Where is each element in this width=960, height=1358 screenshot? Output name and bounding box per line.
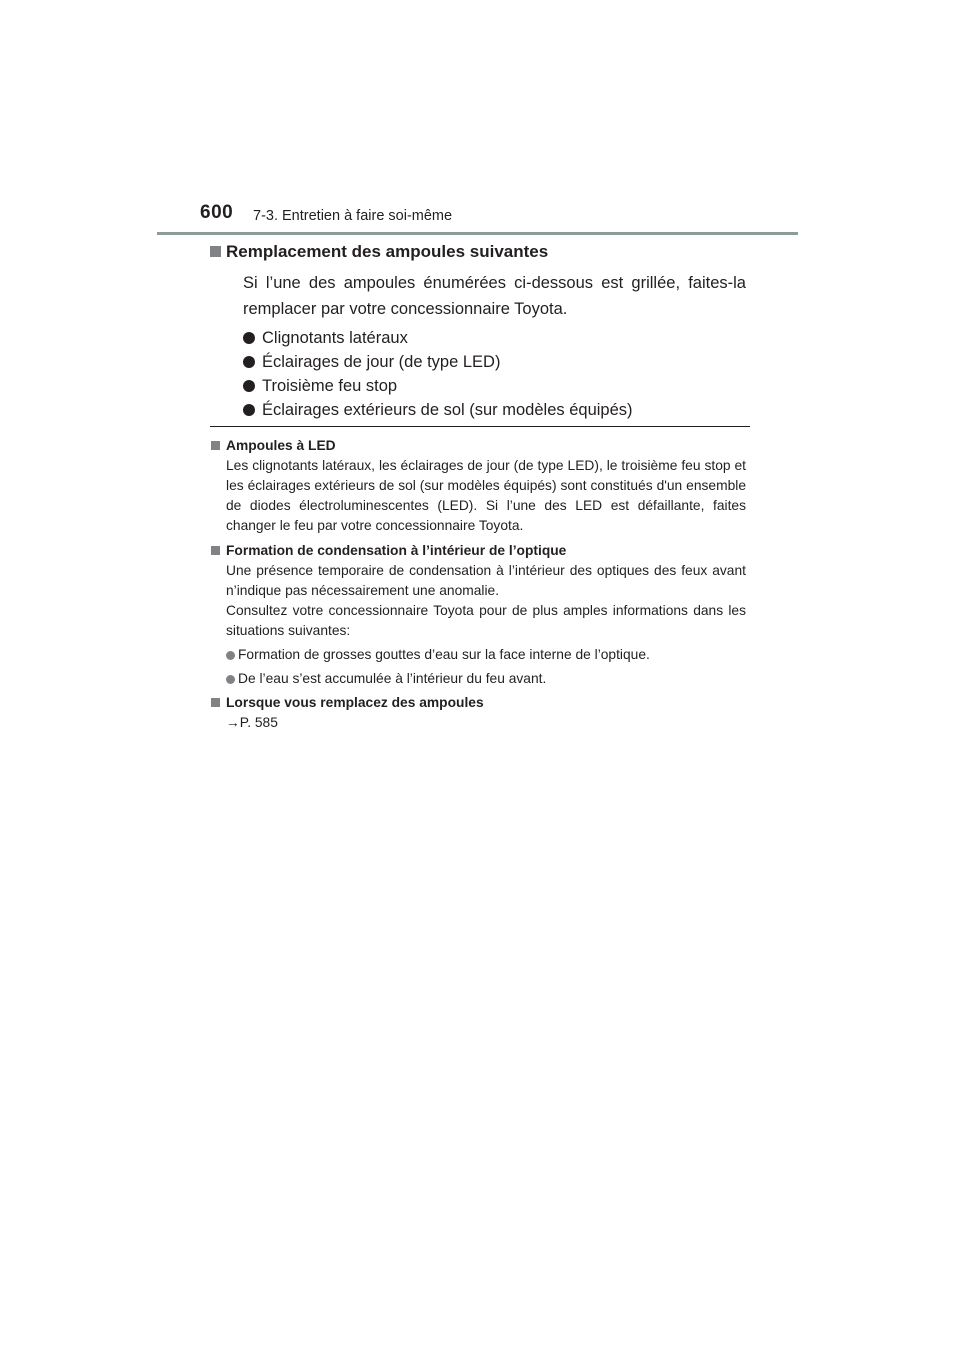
notes-section (211, 436, 746, 733)
main-heading (210, 241, 730, 263)
main-intro: Si l’une des ampoules énumérées ci-dessous est grillée, faites-la remplacer par votre concessionnaire Toyota. (243, 274, 746, 318)
bullet-dot-icon (243, 356, 255, 368)
note-heading-replace: Lorsque vous remplacez des ampoules (211, 693, 746, 713)
list-item: Formation de grosses gouttes d’eau sur la face interne de l’optique. (226, 645, 746, 665)
section-title: 7-3. Entretien à faire soi-même (253, 208, 453, 224)
square-bullet-icon (211, 441, 220, 450)
section-divider (210, 426, 750, 427)
square-bullet-icon (211, 698, 220, 707)
list-item: Éclairages extérieurs de sol (sur modèles équipés) (243, 398, 746, 422)
note-heading-condensation: Formation de condensation à l’intérieur de l’optique (211, 541, 746, 561)
page-reference-link[interactable]: →P. 585 (226, 715, 278, 730)
main-heading-text: Remplacement des ampoules suivantes (226, 242, 549, 261)
square-bullet-icon (211, 546, 220, 555)
bullet-dot-icon (243, 404, 255, 416)
bullet-dot-icon (226, 675, 235, 684)
list-item: Éclairages de jour (de type LED) (243, 350, 746, 374)
bullet-dot-icon (226, 651, 235, 660)
note-text-condensation: Une présence temporaire de condensation à l’intérieur des optiques des feux avant n’indique pas nécessairement une anomalie. Consultez votre concessionnaire Toyota pour de plus amples informations dans les situations suivantes: (226, 563, 746, 638)
condensation-list (226, 645, 746, 689)
note-text-led: Les clignotants latéraux, les éclairages de jour (de type LED), le troisième feu stop et les éclairages extérieurs de sol (sur modèles équipés) sont constitués d'un ensemble de diodes électroluminescentes (LED). Si l’une des LED est défaillante, faites changer le feu par votre concessionnaire Toyota. (226, 458, 746, 533)
list-item: De l’eau s’est accumulée à l’intérieur du feu avant. (226, 669, 746, 689)
page-number: 600 (200, 202, 234, 223)
main-section (226, 241, 746, 422)
header-rule (157, 232, 798, 235)
bullet-dot-icon (243, 380, 255, 392)
bulb-list (243, 326, 746, 422)
list-item: Troisième feu stop (243, 374, 746, 398)
list-item: Clignotants latéraux (243, 326, 746, 350)
bullet-dot-icon (243, 332, 255, 344)
square-bullet-icon (210, 246, 221, 257)
note-heading-led: Ampoules à LED (211, 436, 746, 456)
